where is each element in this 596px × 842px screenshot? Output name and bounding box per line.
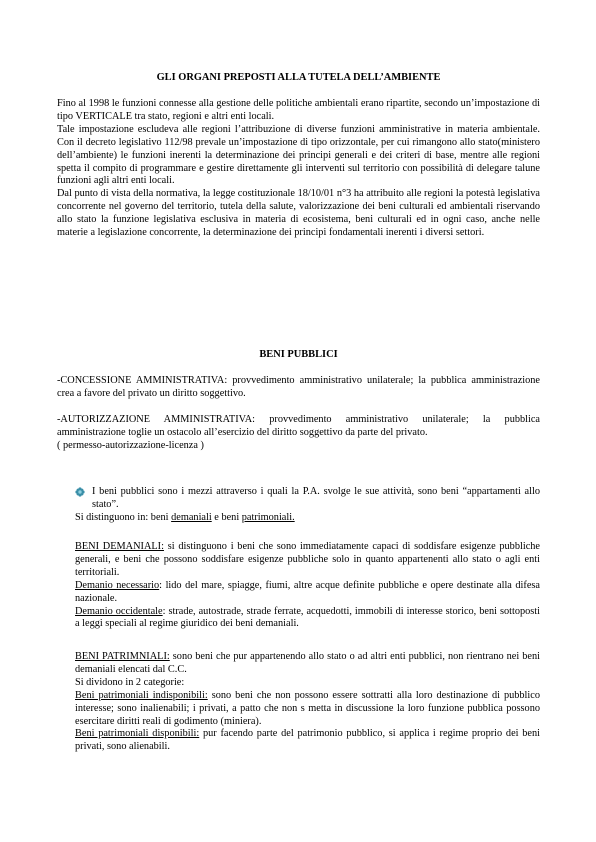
section-title-beni-pubblici: BENI PUBBLICI	[259, 349, 338, 360]
indisponibili-paragraph	[75, 690, 540, 729]
demaniali-text: si distinguono i beni che sono immediatamente capaci di soddisfare esigenze pubbliche generali, e beni che possono soddisfare esigenze pubbliche solo in quanto appartenenti allo stato o agli enti territoriali.	[75, 541, 540, 578]
autorizzazione-paragraph	[57, 414, 540, 453]
paragraph-impostazione: Tale impostazione escludeva alle regioni l’attribuzione di diverse funzioni amministrative in materia ambientale. Con il decreto legislativo 112/98 prevale un’impostazione di tipo orizzontale, per cui rimangono allo stato(ministero dell’ambiente) le funzioni inerenti la determinazione dei principi generali e dei criteri di base, mentre alle regioni spetta il compito di programmare e gestire direttamente gli interventi sul territorio con possibilità di delegare talune funzioni agli altri enti locali.	[57, 123, 540, 187]
indisponibili-label: Beni patrimoniali indisponibili:	[75, 689, 208, 701]
demanio-necessario-paragraph	[75, 580, 540, 606]
paragraph-1998: Fino al 1998 le funzioni connesse alla gestione delle politiche ambientali erano ripartite, secondo un’impostazione di tipo VERTICALE tra stato, regioni e altri enti locali.	[57, 98, 540, 122]
patrimoniali-term: patrimoniali.	[241, 511, 295, 523]
paragraph-normativa: Dal punto di vista della normativa, la legge costituzionale 18/10/01 n°3 ha attribuito alle regioni la potestà legislativa concorrente nel governo del territorio, tutela della salute, valorizzazione dei beni culturali ed ambientali riservando allo stato la funzione legislativa esclusiva in materia di ecosistema, beni culturali ed in ogni caso, anche nelle materie a legislazione concorrente, la determinazione dei principi fondamentali inerenti i diversi settori.	[57, 188, 540, 239]
demanio-necessario-label: Demanio necessario	[75, 579, 160, 591]
distinguono-prefix: Si distinguono in: beni	[75, 511, 172, 523]
demanio-necessario-text: : lido del mare, spiagge, fiumi, altre acque definite pubbliche e opere destinate alla difesa nazionale.	[75, 579, 540, 604]
section-organi-body	[57, 98, 540, 240]
beni-patrimoniali-section	[75, 651, 540, 754]
disponibili-label: Beni patrimoniali disponibili:	[75, 728, 200, 740]
bullet-text: I beni pubblici sono i mezzi attraverso i quali la P.A. svolge le sue attività, sono beni “appartamenti allo stato”.	[92, 486, 540, 510]
beni-intro	[75, 486, 540, 525]
disponibili-text: pur facendo parte del patrimonio pubblico, si applica i regime proprio dei beni privati, sono alienabili.	[75, 728, 540, 753]
bullet-item	[75, 486, 540, 512]
indisponibili-text: sono beni che non possono essere sottratti alla loro destinazione di pubblico interesse; sono inalienabili; i privati, a patto che non s metta in discussione la loro funzione pubblica possono esercitare diritti reali di godimento (miniera).	[75, 689, 540, 727]
demaniali-paragraph	[75, 541, 540, 580]
section-title-organi: GLI ORGANI PREPOSTI ALLA TUTELA DELL’AMBIENTE	[156, 72, 441, 83]
disponibili-paragraph	[75, 728, 540, 754]
demanio-occidentale-label: Demanio occidentale	[75, 605, 163, 617]
flower-bullet-icon	[75, 487, 85, 497]
beni-demaniali-section	[75, 541, 540, 631]
demanio-occidentale-paragraph	[75, 606, 540, 632]
distinguono-mid: e beni	[211, 511, 242, 523]
patrimoniali-paragraph	[75, 651, 540, 677]
patrimoniali-label: BENI PATRIMNIALI:	[75, 651, 170, 662]
categorie-line: Si dividono in 2 categorie:	[75, 676, 185, 688]
demaniali-term: demaniali	[171, 511, 212, 523]
patrimoniali-text: sono beni che pur appartenendo allo stato o ad altri enti pubblici, non rientrano nei beni demaniali elencati dal C.C.	[75, 651, 540, 675]
demanio-occidentale-text: : strade, autostrade, strade ferrate, acquedotti, immobili di interesse storico, beni sottoposti a leggi speciali al regime giuridico dei beni demaniali.	[75, 605, 540, 630]
autorizzazione-note: ( permesso-autorizzazione-licenza )	[57, 439, 204, 451]
distinguono-line	[75, 512, 540, 525]
concessione-paragraph	[57, 375, 540, 401]
autorizzazione-text: -AUTORIZZAZIONE AMMINISTRATIVA: provvedimento amministrativo unilaterale; la pubblica amministrazione toglie un ostacolo all’esercizio del diritto soggettivo da parte del privato.	[57, 414, 540, 438]
demaniali-label: BENI DEMANIALI:	[75, 541, 164, 552]
concessione-text: -CONCESSIONE AMMINISTRATIVA: provvedimento amministrativo unilaterale; la pubblica amministrazione crea a favore del privato un diritto soggettivo.	[57, 375, 540, 399]
